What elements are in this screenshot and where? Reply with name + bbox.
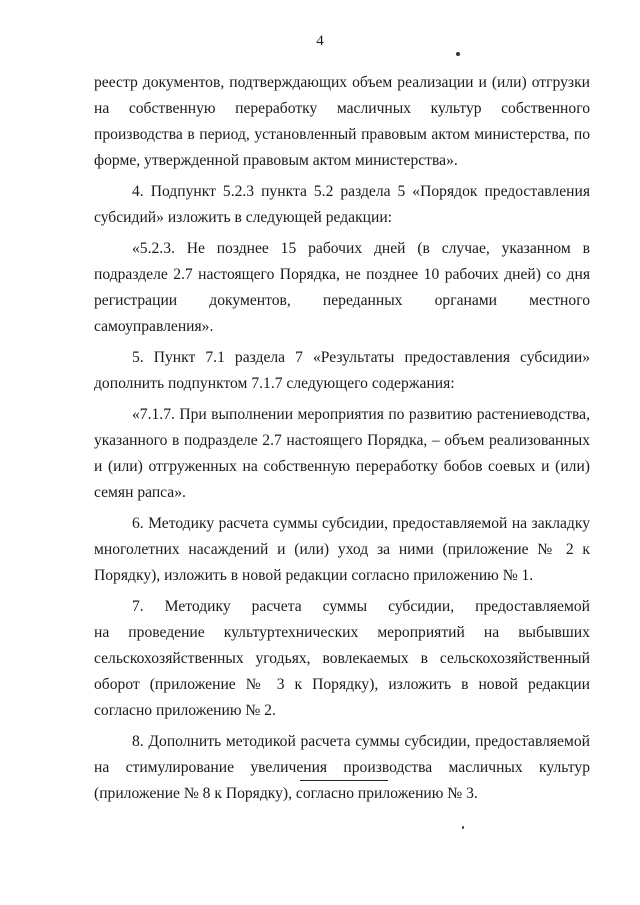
word: предоставляемой xyxy=(475,598,590,615)
paragraph-quote-5-2-3: «5.2.3. Не позднее 15 рабочих дней (в случае, указанном в подразделе 2.7 настоящего Порядка, не позднее 10 рабочих дней) со дня регистрации документов, переданных органами местного самоуправления». xyxy=(94,240,590,335)
scan-speck xyxy=(456,52,460,56)
document-body xyxy=(94,70,590,807)
paragraph-item-6: 6. Методику расчета суммы субсидии, предоставляемой на закладку многолетних насаждений и (или) уход за ними (приложение № 2 к Порядку), изложить в новой редакции согласно приложению № 1. xyxy=(94,515,590,584)
word: проведение xyxy=(128,624,205,641)
word: субсидии, xyxy=(388,598,455,615)
word: культуртехнических xyxy=(223,624,359,641)
paragraph-item-5: 5. Пункт 7.1 раздела 7 «Результаты предоставления субсидии» дополнить подпунктом 7.1.7 следующего содержания: xyxy=(94,349,590,392)
word: на xyxy=(483,624,500,641)
word: 7. xyxy=(132,598,144,615)
word: Методику xyxy=(164,598,231,615)
paragraph-item-7-line-1 xyxy=(94,594,590,620)
paragraph-quote-7-1-7: «7.1.7. При выполнении мероприятия по развитию растениеводства, указанного в подразделе 2.7 настоящего Порядка, – объем реализованных и (или) отгруженных на собственную переработку бобов соевых и (или) семян рапса». xyxy=(94,406,590,501)
word: мероприятий xyxy=(377,624,465,641)
word: расчета xyxy=(251,598,302,615)
scan-speck xyxy=(462,826,464,829)
paragraph-item-7-rest: сельскохозяйственных угодьях, вовлекаемых в сельскохозяйственный оборот (приложение № 3 к Порядку), изложить в новой редакции согласно приложению № 2. xyxy=(94,650,590,719)
paragraph-item-8: 8. Дополнить методикой расчета суммы субсидии, предоставляемой на стимулирование увеличения производства масличных культур (приложение № 8 к Порядку), согласно приложению № 3. xyxy=(94,733,590,802)
paragraph-item-7 xyxy=(94,594,590,724)
word: на xyxy=(94,624,110,641)
word: суммы xyxy=(322,598,368,615)
closing-rule xyxy=(300,780,388,781)
paragraph-item-7-line-2 xyxy=(94,620,590,646)
paragraph-continuation: реестр документов, подтверждающих объем реализации и (или) отгрузки на собственную переработку масличных культур собственного производства в период, установленный правовым актом министерства, по форме, утвержденной правовым актом министерства». xyxy=(94,74,590,169)
paragraph-item-4: 4. Подпункт 5.2.3 пункта 5.2 раздела 5 «Порядок предоставления субсидий» изложить в следующей редакции: xyxy=(94,183,590,226)
page-number: 4 xyxy=(316,33,324,49)
word: выбывших xyxy=(518,624,590,641)
